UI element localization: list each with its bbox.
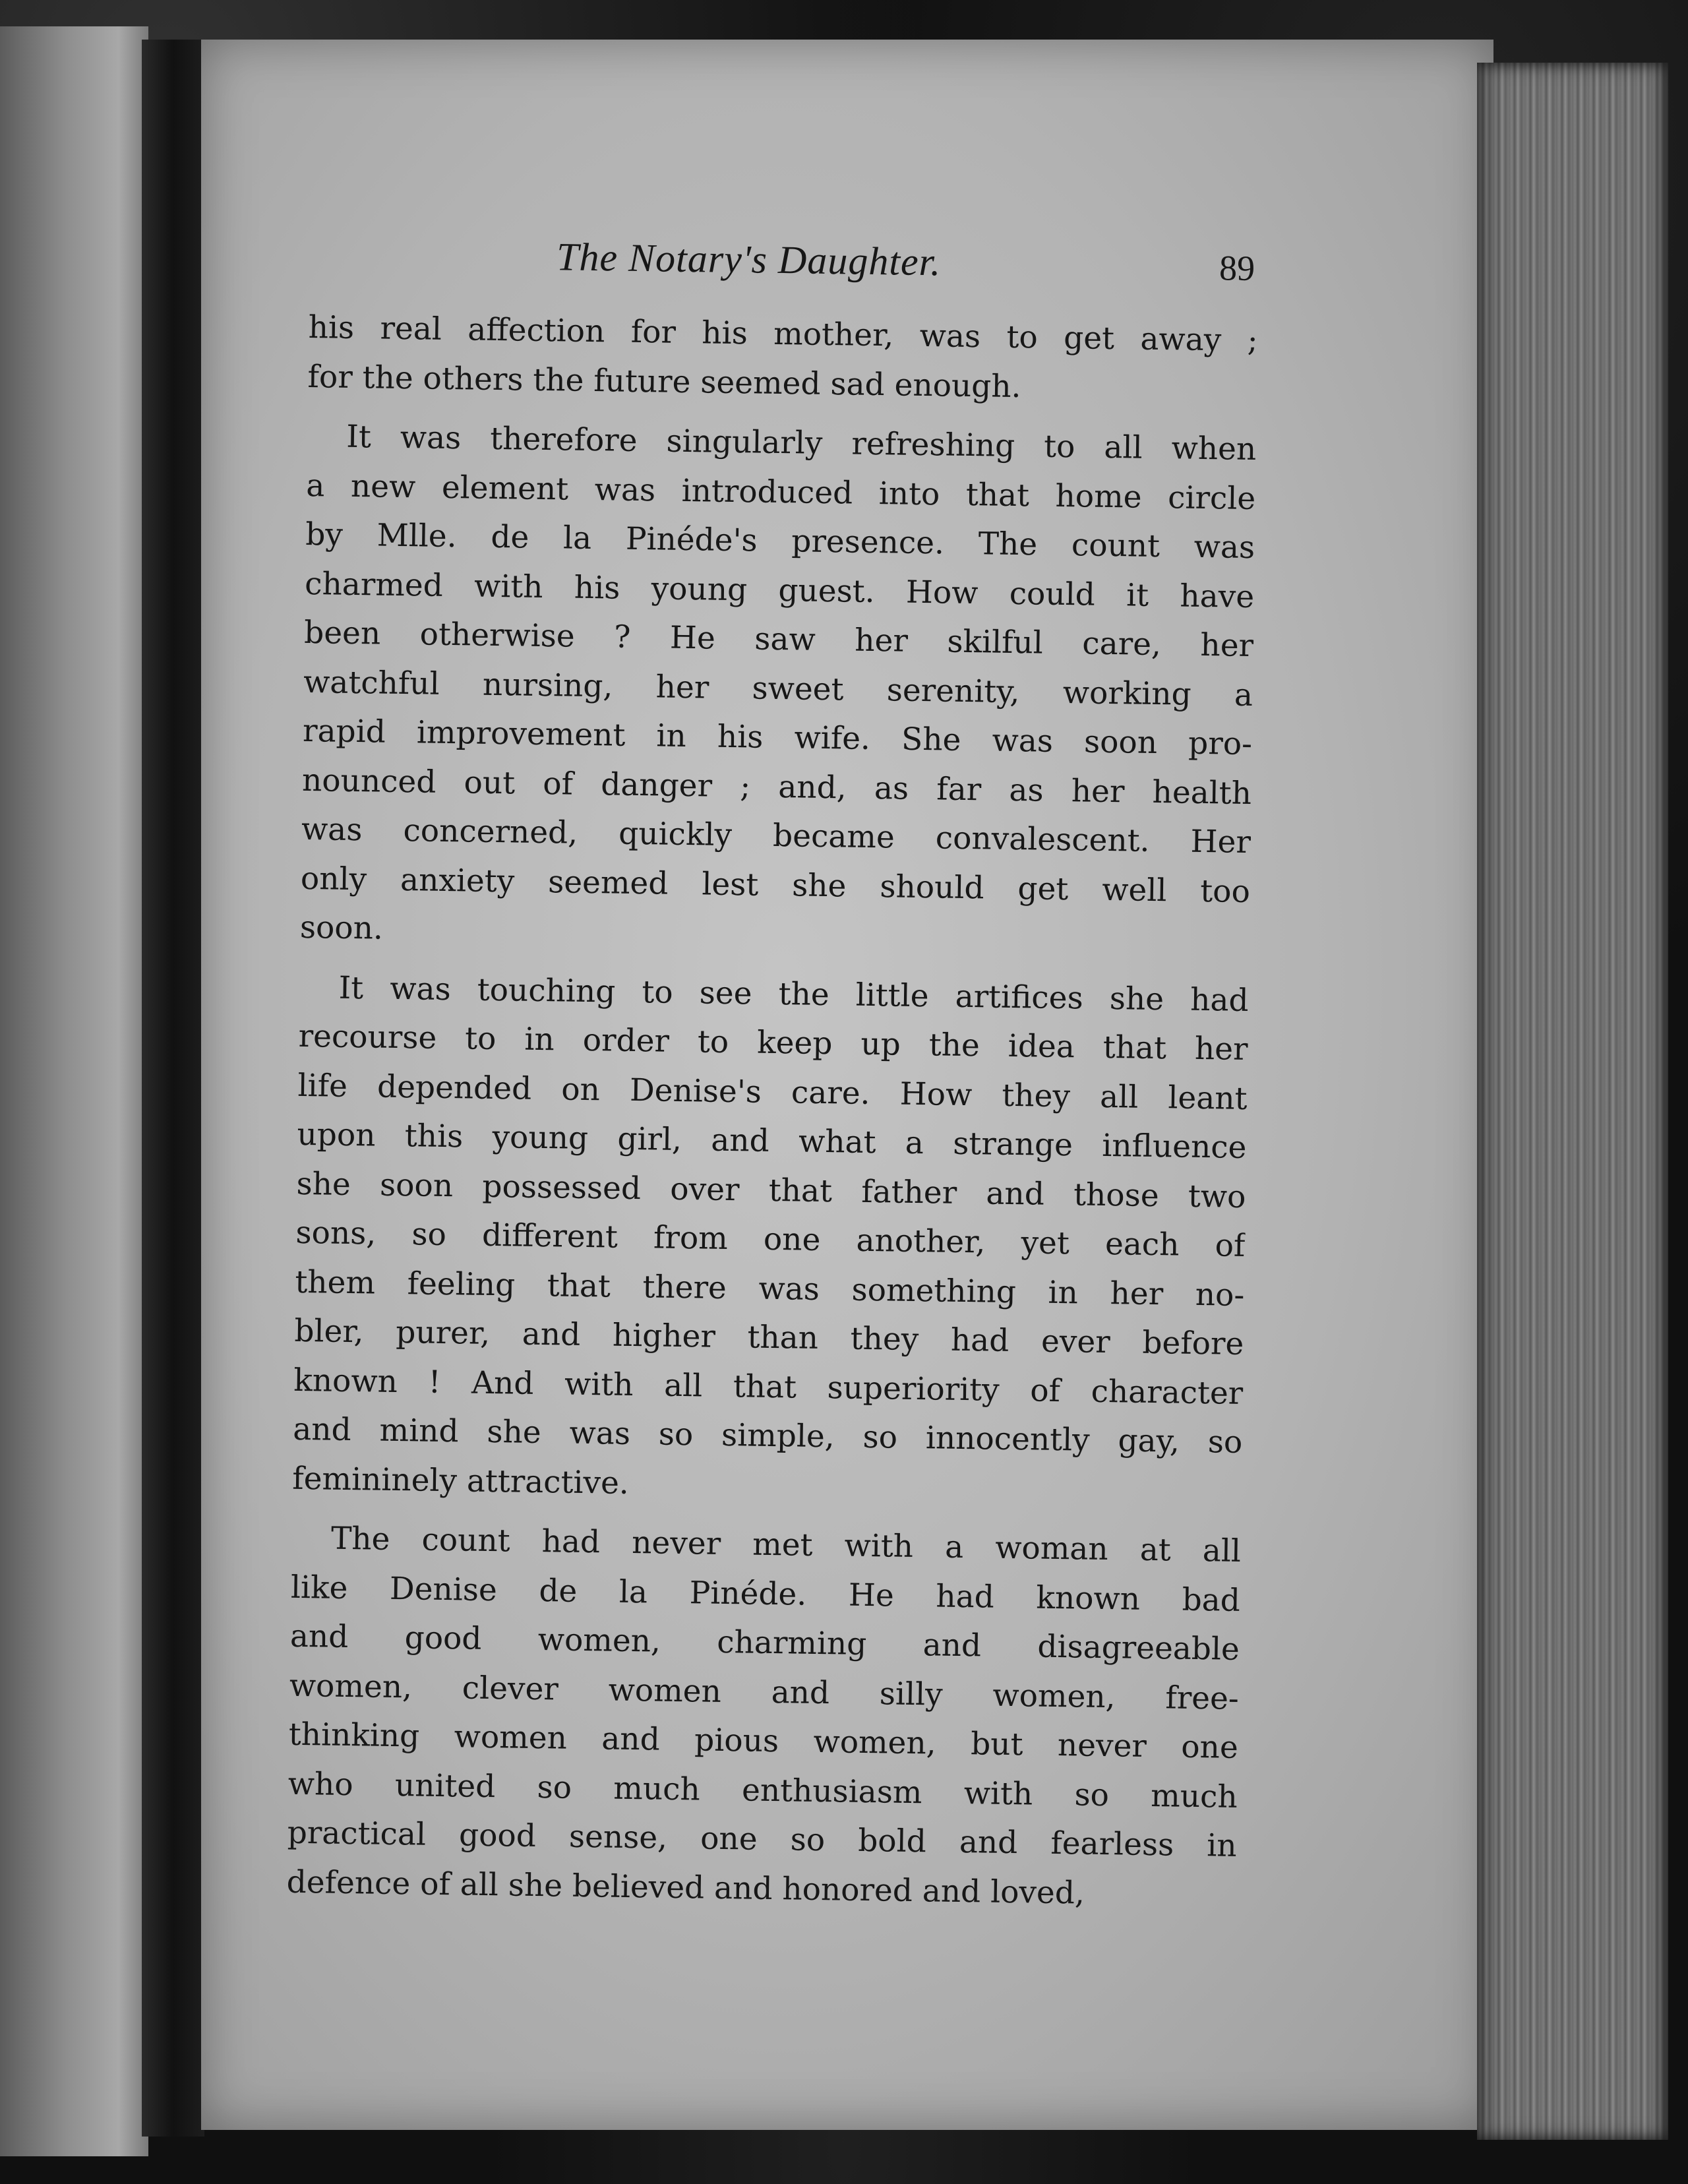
book-gutter [142,40,204,2137]
text-line: It was therefore singularly refreshing to all when [346,418,1257,468]
text-line: upon this young girl, and what a strange influence [297,1116,1247,1166]
text-line: by Mlle. de la Pinéde's presence. The count was [305,516,1255,566]
text-line: for the others the future seemed sad enough. [307,358,1021,405]
text-line: women, clever women and silly women, free- [289,1667,1240,1717]
text-line: nounced out of danger ; and, as far as her health [301,762,1252,812]
paragraph [299,412,1256,966]
text-line: practical good sense, one so bold and fearless in [287,1814,1238,1864]
paragraph [307,303,1258,415]
text-line: rapid improvement in his wife. She was soon pro- [302,712,1253,763]
text-line: a new element was introduced into that home circle [305,467,1256,517]
text-line: thinking women and pious women, but never one [288,1716,1239,1766]
paragraph [292,963,1249,1517]
text-line: defence of all she believed and honored and loved, [286,1864,1085,1912]
text-line: she soon possessed over that father and those two [296,1165,1246,1215]
text-line: sons, so different from one another, yet each of [295,1214,1246,1264]
paragraph [286,1514,1241,1920]
text-line: his real affection for his mother, was to get away ; [308,309,1258,359]
text-line: known ! And with all that superiority of character [293,1362,1244,1412]
text-line: recourse to in order to keep up the idea that her [298,1017,1248,1068]
text-line: charmed with his young guest. How could it have [304,565,1255,615]
text-line: bler, purer, and higher than they had ever before [294,1312,1244,1362]
page-text-block [286,218,1259,1920]
body-text [286,303,1258,1920]
text-line: soon. [299,909,384,947]
running-head [309,218,1259,317]
text-line: and mind she was so simple, so innocently gay, so [292,1410,1243,1461]
text-line: watchful nursing, her sweet serenity, working a [303,663,1253,713]
text-line: was concerned, quickly became convalescent. Her [301,810,1251,861]
text-line: It was touching to see the little artifices she had [338,969,1249,1019]
page-number: 89 [1219,248,1255,289]
text-line: life depended on Denise's care. How they all leant [297,1067,1248,1117]
page-edge-stack [1477,63,1668,2140]
text-line: them feeling that there was something in her no- [295,1263,1245,1314]
text-line: like Denise de la Pinéde. He had known bad [290,1569,1241,1619]
text-line: The count had never met with a woman at all [330,1520,1242,1569]
text-line: and good women, charming and disagreeable [289,1618,1240,1668]
text-line: who united so much enthusiasm with so much [287,1765,1238,1815]
text-line: only anxiety seemed lest she should get well too [300,860,1251,910]
text-line: been otherwise ? He saw her skilful care, her [303,614,1254,665]
running-title: The Notary's Daughter. [556,235,942,284]
text-line: femininely attractive. [291,1460,630,1502]
left-page-edge [0,26,148,2156]
